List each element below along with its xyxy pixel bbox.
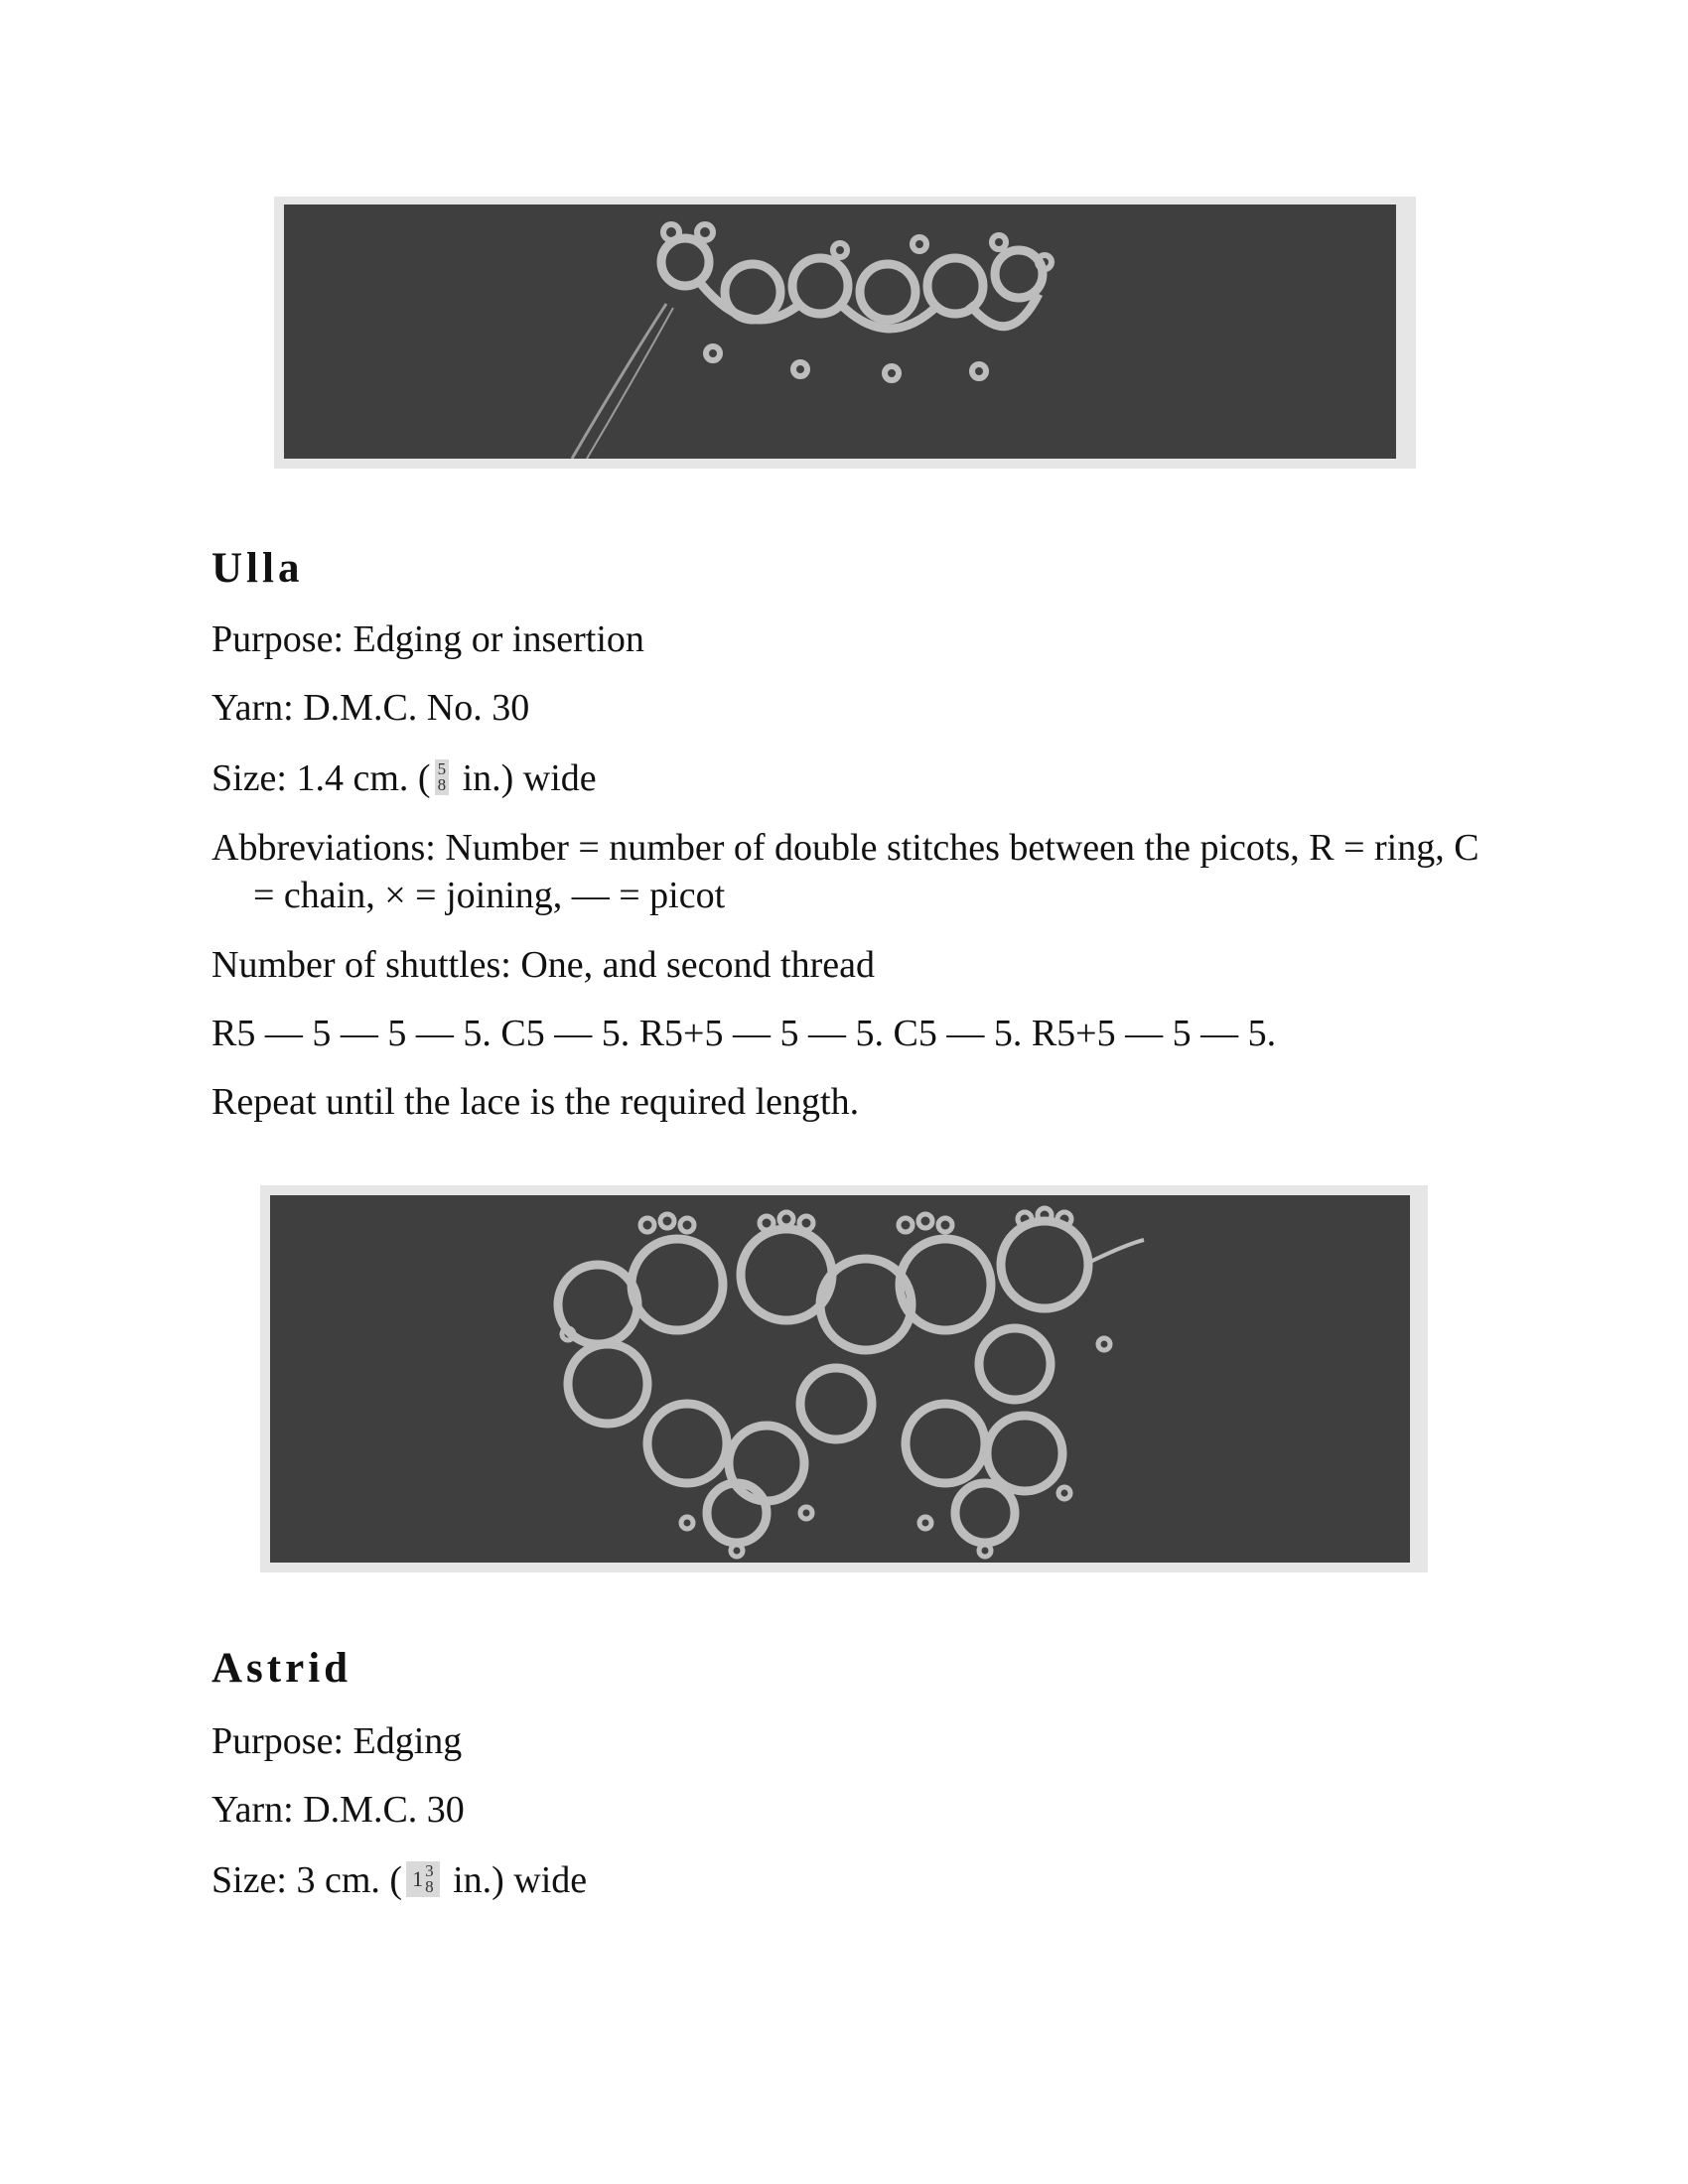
size-line	[211, 1856, 587, 1904]
shuttles-line: Number of shuttles: One, and second thread	[211, 944, 875, 986]
repeat-line: Repeat until the lace is the required length.	[211, 1081, 860, 1123]
astrid-lace-photo	[270, 1195, 1410, 1563]
instructions-line: R5 — 5 — 5 — 5. C5 — 5. R5+5 — 5 — 5. C5 — 5. R5+5 — 5 — 5.	[211, 1013, 1277, 1054]
fraction-numerator: 5	[437, 759, 447, 779]
size-line	[211, 754, 597, 802]
size-prefix: Size: 1.4 cm. (	[211, 757, 431, 799]
purpose-line: Purpose: Edging or insertion	[211, 618, 644, 660]
ulla-lace-photo	[284, 205, 1396, 459]
pattern-title: Astrid	[211, 1645, 352, 1692]
astrid-lace-illustration	[270, 1195, 1410, 1563]
pattern-title: Ulla	[211, 545, 304, 592]
fraction-denominator: 8	[437, 775, 447, 795]
fraction-whole: 1	[412, 1866, 424, 1892]
size-suffix: in.) wide	[443, 1859, 588, 1901]
yarn-line: Yarn: D.M.C. No. 30	[211, 687, 530, 729]
fraction-numerator: 3	[425, 1861, 434, 1881]
ulla-lace-illustration	[284, 205, 1396, 459]
size-suffix: in.) wide	[453, 757, 597, 799]
abbreviations-line: Abbreviations: Number = number of double stitches between the picots, R = ring, C = chain, × = joining, — = picot	[211, 827, 1479, 916]
size-fraction	[406, 1861, 440, 1897]
fraction-denominator: 8	[425, 1877, 434, 1897]
size-fraction	[435, 759, 450, 795]
purpose-line: Purpose: Edging	[211, 1720, 463, 1762]
yarn-line: Yarn: D.M.C. 30	[211, 1789, 465, 1831]
size-prefix: Size: 3 cm. (	[211, 1859, 403, 1901]
